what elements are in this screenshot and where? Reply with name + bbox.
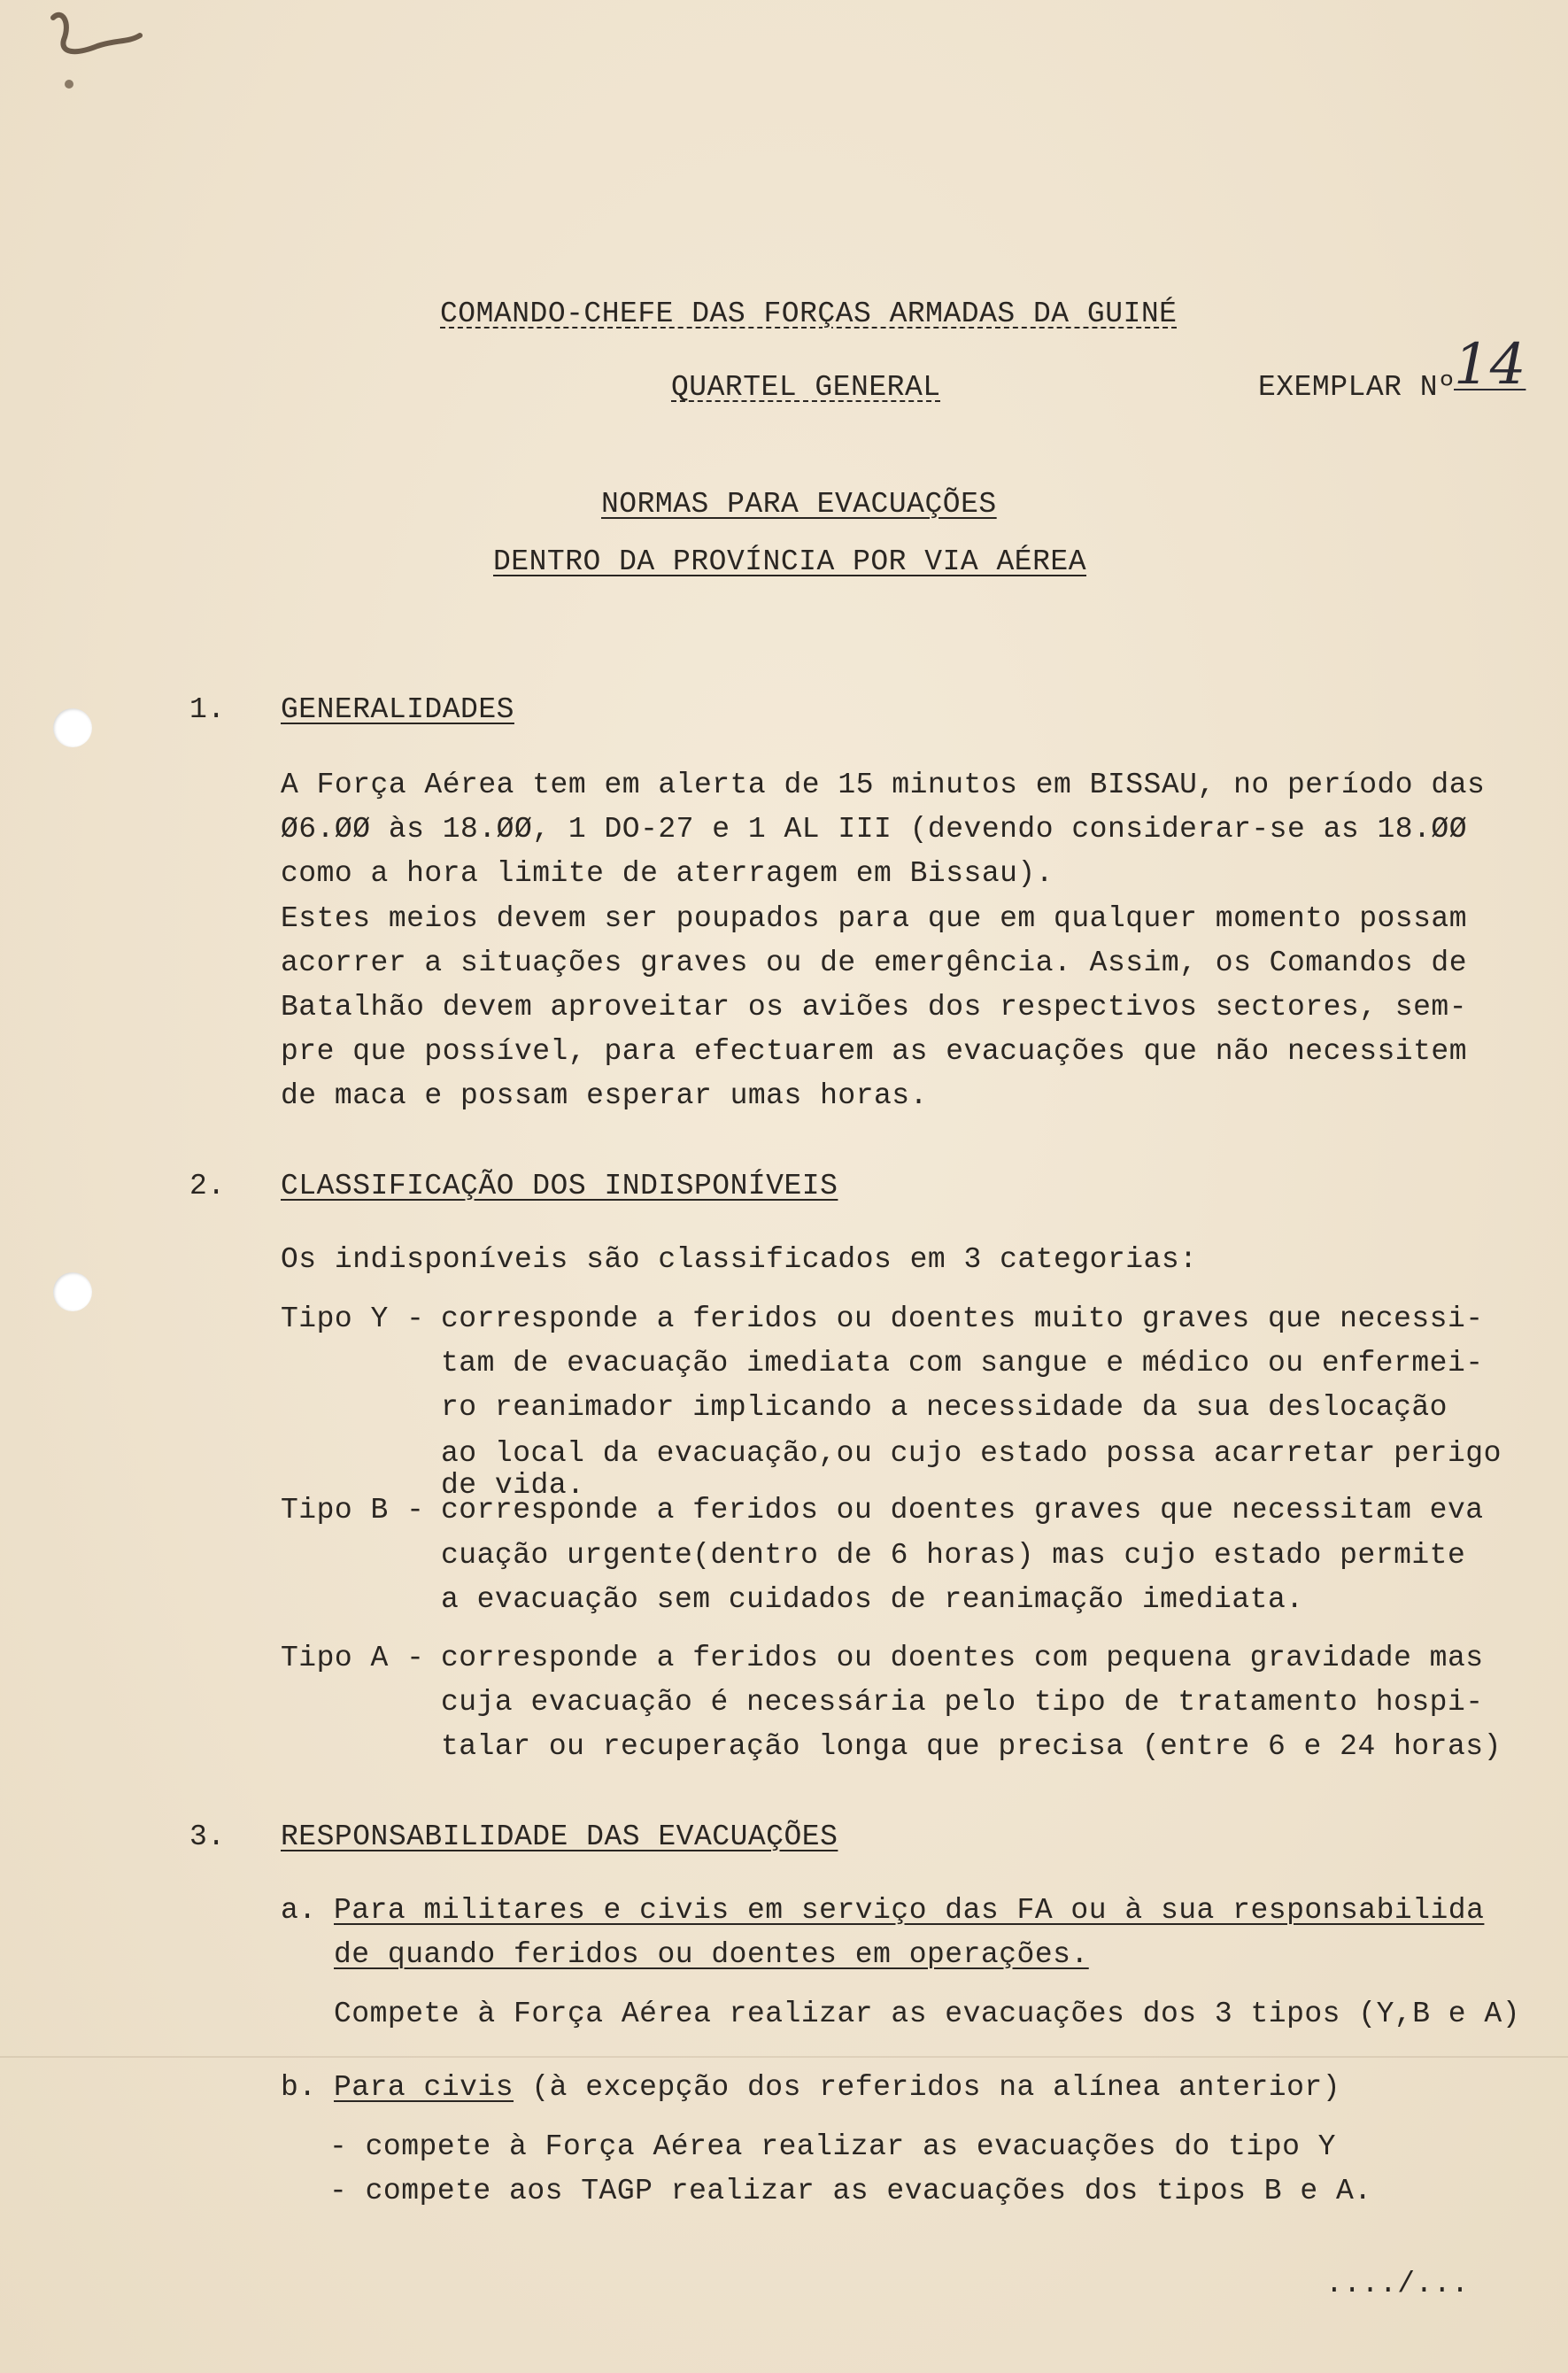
item-b-bullet: - compete à Força Aérea realizar as evacuações do tipo Y (329, 2130, 1336, 2163)
section-1-line: Estes meios devem ser poupados para que em qualquer momento possam (281, 902, 1468, 935)
section-1-line: pre que possível, para efectuarem as evacuações que não necessitem (281, 1035, 1468, 1068)
section-3-number: 3. (189, 1820, 226, 1853)
tipo-b-line: a evacuação sem cuidados de reanimação imediata. (441, 1583, 1304, 1616)
tipo-y-line: corresponde a feridos ou doentes muito graves que necessi- (441, 1302, 1484, 1335)
item-b-bullet: - compete aos TAGP realizar as evacuações dos tipos B e A. (329, 2175, 1372, 2207)
punch-hole-bottom (53, 1272, 92, 1311)
section-1-line: como a hora limite de aterragem em Bissau). (281, 857, 1054, 890)
tipo-a-line: corresponde a feridos ou doentes com pequena gravidade mas (441, 1642, 1484, 1674)
section-1-line: de maca e possam esperar umas horas. (281, 1079, 928, 1112)
section-1-number: 1. (189, 693, 226, 726)
section-1-line: acorrer a situações graves ou de emergência. Assim, os Comandos de (281, 947, 1468, 979)
hq-heading: QUARTEL GENERAL (671, 371, 941, 404)
section-2-intro: Os indisponíveis são classificados em 3 categorias: (281, 1243, 1198, 1276)
staple-mark (44, 0, 151, 97)
continuation-mark: ..../... (1325, 2268, 1470, 2300)
tipo-b-line: cuação urgente(dentro de 6 horas) mas cujo estado permite (441, 1539, 1466, 1572)
copy-label: EXEMPLAR Nº (1258, 371, 1456, 404)
tipo-b-label: Tipo B - (281, 1494, 425, 1527)
title-line-1: NORMAS PARA EVACUAÇÕES (601, 488, 997, 521)
tipo-y-label: Tipo Y - (281, 1302, 425, 1335)
tipo-a-line: talar ou recuperação longa que precisa (entre 6 e 24 horas) (441, 1730, 1502, 1763)
item-a-line-1: Para militares e civis em serviço das FA ou à sua responsabilida (334, 1894, 1485, 1927)
item-a-label: a. (281, 1894, 317, 1927)
tipo-a-line: cuja evacuação é necessária pelo tipo de tratamento hospi- (441, 1686, 1484, 1719)
section-1-line: Ø6.ØØ às 18.ØØ, 1 DO-27 e 1 AL III (devendo considerar-se as 18.ØØ (281, 813, 1468, 846)
command-heading: COMANDO-CHEFE DAS FORÇAS ARMADAS DA GUINÉ (440, 298, 1178, 330)
section-2-number: 2. (189, 1170, 226, 1202)
section-1-heading: GENERALIDADES (281, 693, 514, 726)
tipo-a-label: Tipo A - (281, 1642, 425, 1674)
item-a-line-2: de quando feridos ou doentes em operações. (334, 1938, 1089, 1971)
punch-hole-top (53, 708, 92, 747)
tipo-y-line: ao local da evacuação,ou cujo estado possa acarretar perigo (441, 1437, 1502, 1470)
section-2-heading: CLASSIFICAÇÃO DOS INDISPONÍVEIS (281, 1170, 838, 1202)
item-b-underlined: Para civis (334, 2071, 514, 2104)
item-b-rest: (à excepção dos referidos na alínea anterior) (514, 2071, 1340, 2104)
fold-line (0, 2056, 1568, 2058)
title-line-2: DENTRO DA PROVÍNCIA POR VIA AÉREA (493, 545, 1087, 578)
copy-number-handwritten: 14 (1454, 332, 1526, 398)
item-a-body: Compete à Força Aérea realizar as evacuações dos 3 tipos (Y,B e A) (334, 1998, 1521, 2030)
section-1-line: A Força Aérea tem em alerta de 15 minutos em BISSAU, no período das (281, 769, 1486, 801)
tipo-y-line: tam de evacuação imediata com sangue e médico ou enfermei- (441, 1347, 1484, 1380)
item-b-line (334, 2070, 1340, 2106)
tipo-y-line: de vida. (441, 1469, 585, 1502)
tipo-b-line: corresponde a feridos ou doentes graves que necessitam eva (441, 1494, 1484, 1527)
section-1-line: Batalhão devem aproveitar os aviões dos respectivos sectores, sem- (281, 991, 1468, 1024)
item-b-label: b. (281, 2071, 317, 2104)
tipo-y-line: ro reanimador implicando a necessidade da sua deslocação (441, 1391, 1448, 1424)
section-3-heading: RESPONSABILIDADE DAS EVACUAÇÕES (281, 1820, 838, 1853)
